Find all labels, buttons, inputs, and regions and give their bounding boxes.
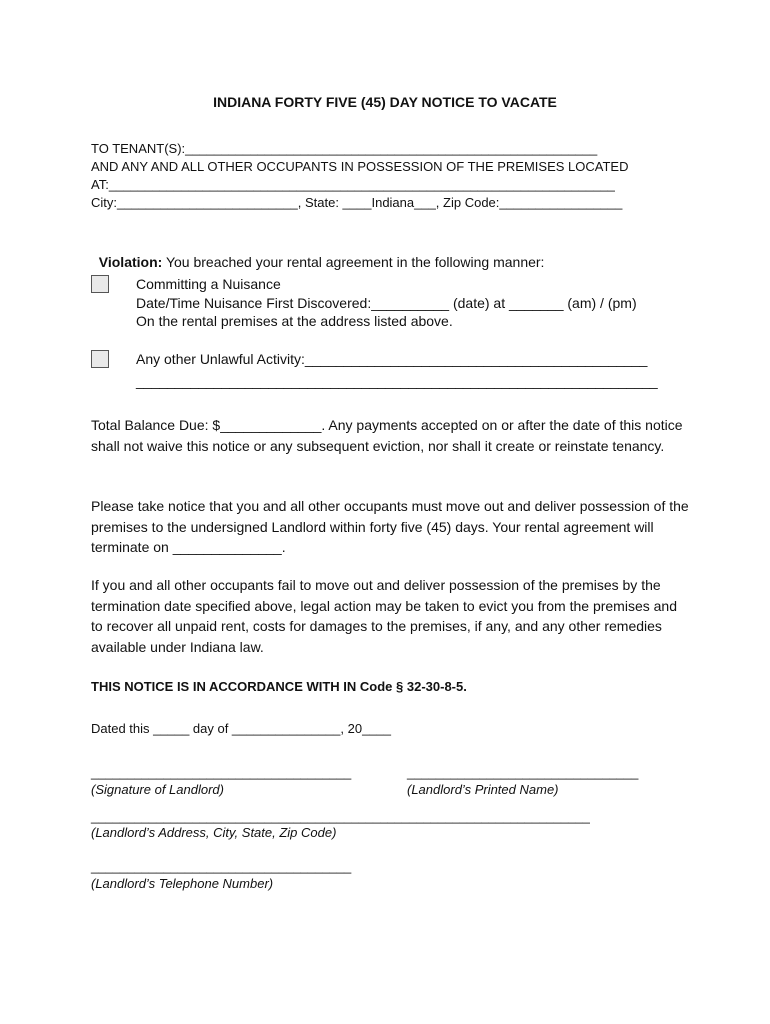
landlord-phone-line[interactable]: ____________________________________ (91, 859, 352, 874)
landlord-phone-label: (Landlord’s Telephone Number) (91, 876, 274, 891)
printed-name-label: (Landlord’s Printed Name) (407, 782, 559, 797)
landlord-address-line[interactable]: _____________________________________________________________________ (91, 809, 590, 824)
notice-paragraph: Please take notice that you and all other occupants must move out and deliver possession of the premises to the undersigned Landlord within forty five (45) days. Your rental agreement will terminate on ______________. (91, 498, 689, 555)
page-title: INDIANA FORTY FIVE (45) DAY NOTICE TO VACATE (213, 94, 557, 110)
nuisance-date-line[interactable]: Date/Time Nuisance First Discovered:__________ (date) at _______ (am) / (pm) (136, 295, 637, 311)
address-line[interactable]: AT:______________________________________________________________________ (91, 177, 615, 192)
balance-paragraph: Total Balance Due: $_____________. Any payments accepted on or after the date of this notice shall not waive this notice or any subsequent eviction, nor shall it create or reinstate tenancy. (91, 417, 683, 454)
nuisance-location-line: On the rental premises at the address listed above. (136, 313, 453, 329)
violation-label: Violation: (98, 254, 163, 270)
nuisance-checkbox[interactable] (91, 275, 109, 293)
landlord-address-label: (Landlord’s Address, City, State, Zip Code) (91, 825, 337, 840)
city-state-zip-line[interactable]: City:_________________________, State: ____Indiana___, Zip Code:_________________ (91, 195, 623, 210)
violation-line (91, 238, 544, 270)
nuisance-option-title: Committing a Nuisance (136, 276, 281, 292)
violation-text: You breached your rental agreement in the following manner: (162, 254, 545, 270)
unlawful-activity-checkbox[interactable] (91, 350, 109, 368)
tenant-line[interactable]: TO TENANT(S):_________________________________________________________ (91, 141, 598, 156)
failure-paragraph: If you and all other occupants fail to move out and deliver possession of the premises by the termination date specified above, legal action may be taken to evict you from the premises and to recover all unpaid rent, costs for damages to the premises, if any, and any other remedies available under Indiana law. (91, 577, 677, 655)
statute-line: THIS NOTICE IS IN ACCORDANCE WITH IN Code § 32-30-8-5. (91, 679, 467, 694)
landlord-signature-label: (Signature of Landlord) (91, 782, 224, 797)
dated-line[interactable]: Dated this _____ day of _______________, 20____ (91, 721, 391, 736)
occupants-line: AND ANY AND ALL OTHER OCCUPANTS IN POSSESSION OF THE PREMISES LOCATED (91, 159, 629, 174)
unlawful-activity-line[interactable]: Any other Unlawful Activity:____________________________________________ (136, 351, 648, 367)
printed-name-line[interactable]: ________________________________ (407, 765, 639, 780)
landlord-signature-line[interactable]: ____________________________________ (91, 765, 352, 780)
unlawful-activity-continuation[interactable]: ___________________________________________________________________ (136, 373, 658, 389)
